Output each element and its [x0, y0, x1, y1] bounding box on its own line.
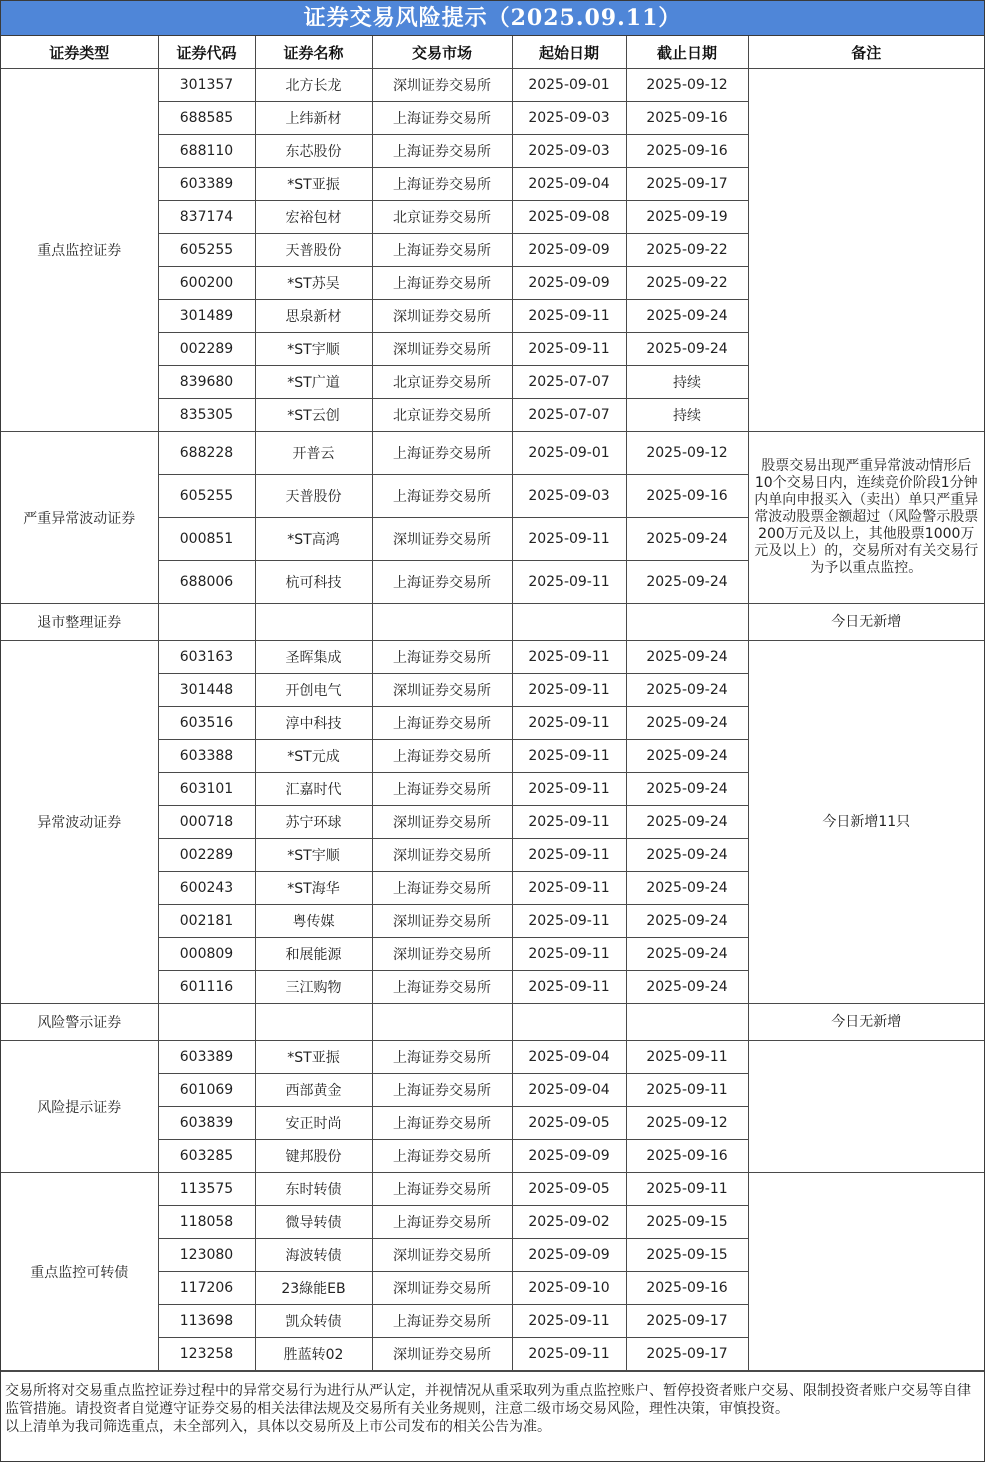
cell-market: 上海证券交易所 [372, 1107, 512, 1140]
cell-security-name: 宏裕包材 [255, 201, 372, 234]
cell-start-date: 2025-09-04 [512, 168, 626, 201]
header-market: 交易市场 [372, 36, 512, 69]
cell-security-code: 123080 [158, 1239, 255, 1272]
page-title: 证券交易风险提示（2025.09.11） [1, 1, 984, 36]
cell-security-name: 西部黄金 [255, 1074, 372, 1107]
cell-security-name: 海波转债 [255, 1239, 372, 1272]
cell-security-code: 603389 [158, 168, 255, 201]
cell-start-date: 2025-09-11 [512, 971, 626, 1004]
cell-start-date: 2025-09-11 [512, 806, 626, 839]
cell-end-date: 2025-09-12 [626, 69, 748, 102]
cell-end-date: 2025-09-17 [626, 1338, 748, 1371]
cell-security-code: 301357 [158, 69, 255, 102]
cell-remarks [748, 1041, 984, 1173]
cell-market: 上海证券交易所 [372, 773, 512, 806]
empty-cell [626, 604, 748, 641]
empty-cell [255, 1004, 372, 1041]
cell-security-name: 圣晖集成 [255, 641, 372, 674]
header-security-code: 证券代码 [158, 36, 255, 69]
cell-market: 上海证券交易所 [372, 1074, 512, 1107]
cell-security-code: 835305 [158, 399, 255, 432]
cell-security-code: 000809 [158, 938, 255, 971]
cell-start-date: 2025-09-11 [512, 839, 626, 872]
cell-market: 上海证券交易所 [372, 872, 512, 905]
cell-security-code: 113698 [158, 1305, 255, 1338]
cell-end-date: 2025-09-24 [626, 773, 748, 806]
cell-start-date: 2025-09-08 [512, 201, 626, 234]
cell-end-date: 2025-09-24 [626, 561, 748, 604]
empty-cell [512, 604, 626, 641]
cell-market: 深圳证券交易所 [372, 938, 512, 971]
cell-market: 上海证券交易所 [372, 1173, 512, 1206]
cell-security-name: 胜蓝转02 [255, 1338, 372, 1371]
cell-security-name: 北方长龙 [255, 69, 372, 102]
cell-security-code: 605255 [158, 475, 255, 518]
cell-market: 上海证券交易所 [372, 971, 512, 1004]
cell-start-date: 2025-09-09 [512, 234, 626, 267]
cell-market: 上海证券交易所 [372, 102, 512, 135]
table-row [1, 1041, 984, 1074]
cell-remarks: 股票交易出现严重异常波动情形后10个交易日内，连续竞价阶段1分钟内单向申报买入（卖出）单只严重异常波动股票金额超过（风险警示股票200万元及以上，其他股票1000万元及以上）的，交易所对有关交易行为予以重点监控。 [748, 432, 984, 604]
cell-remarks: 今日无新增 [748, 1004, 984, 1041]
cell-start-date: 2025-09-11 [512, 300, 626, 333]
cell-start-date: 2025-09-11 [512, 1338, 626, 1371]
cell-start-date: 2025-09-11 [512, 740, 626, 773]
cell-security-name: *ST宇顺 [255, 839, 372, 872]
cell-market: 深圳证券交易所 [372, 1239, 512, 1272]
cell-end-date: 2025-09-19 [626, 201, 748, 234]
cell-start-date: 2025-09-11 [512, 872, 626, 905]
cell-market: 深圳证券交易所 [372, 69, 512, 102]
cell-security-name: 苏宁环球 [255, 806, 372, 839]
cell-end-date: 2025-09-24 [626, 872, 748, 905]
cell-security-code: 837174 [158, 201, 255, 234]
cell-security-code: 301448 [158, 674, 255, 707]
table-header-row [1, 36, 984, 69]
cell-start-date: 2025-09-11 [512, 1305, 626, 1338]
cell-end-date: 2025-09-12 [626, 1107, 748, 1140]
cell-security-code: 002289 [158, 839, 255, 872]
cell-end-date: 2025-09-12 [626, 432, 748, 475]
cell-start-date: 2025-09-11 [512, 561, 626, 604]
cell-security-code: 688006 [158, 561, 255, 604]
cell-end-date: 2025-09-11 [626, 1173, 748, 1206]
cell-end-date: 2025-09-22 [626, 267, 748, 300]
cell-security-name: 上纬新材 [255, 102, 372, 135]
disclaimer-scope-text: 以上清单为我司筛选重点，未全部列入，具体以交易所及上市公司发布的相关公告为准。 [5, 1419, 551, 1435]
cell-start-date: 2025-07-07 [512, 366, 626, 399]
cell-security-name: 天普股份 [255, 234, 372, 267]
cell-end-date: 2025-09-24 [626, 333, 748, 366]
cell-security-name: 和展能源 [255, 938, 372, 971]
cell-end-date: 2025-09-15 [626, 1239, 748, 1272]
cell-security-name: *ST高鸿 [255, 518, 372, 561]
disclaimer-text: 交易所将对交易重点监控证券过程中的异常交易行为进行从严认定，并视情况从重采取列为重点监控账户、暂停投资者账户交易、限制投资者账户交易等自律监管措施。请投资者自觉遵守证券交易的相关法律法规及交易所有关业务规则，注意二级市场交易风险，理性决策，审慎投资。 [5, 1383, 971, 1417]
cell-market: 上海证券交易所 [372, 432, 512, 475]
cell-security-code: 002289 [158, 333, 255, 366]
header-start-date: 起始日期 [512, 36, 626, 69]
cell-end-date: 2025-09-24 [626, 971, 748, 1004]
cell-end-date: 2025-09-24 [626, 518, 748, 561]
cell-security-code: 601116 [158, 971, 255, 1004]
table-row [1, 432, 984, 475]
cell-start-date: 2025-09-11 [512, 773, 626, 806]
cell-start-date: 2025-09-03 [512, 135, 626, 168]
cell-market: 上海证券交易所 [372, 135, 512, 168]
cell-market: 深圳证券交易所 [372, 674, 512, 707]
cell-market: 上海证券交易所 [372, 707, 512, 740]
empty-cell [372, 604, 512, 641]
cell-start-date: 2025-09-09 [512, 1239, 626, 1272]
cell-security-name: *ST苏吴 [255, 267, 372, 300]
cell-security-name: 微导转债 [255, 1206, 372, 1239]
cell-start-date: 2025-09-03 [512, 475, 626, 518]
cell-end-date: 2025-09-24 [626, 839, 748, 872]
cell-start-date: 2025-07-07 [512, 399, 626, 432]
cell-security-name: 安正时尚 [255, 1107, 372, 1140]
cell-security-name: 东芯股份 [255, 135, 372, 168]
cell-end-date: 2025-09-17 [626, 1305, 748, 1338]
header-remarks: 备注 [748, 36, 984, 69]
empty-cell [626, 1004, 748, 1041]
cell-security-code: 123258 [158, 1338, 255, 1371]
cell-security-name: 思泉新材 [255, 300, 372, 333]
cell-market: 深圳证券交易所 [372, 806, 512, 839]
cell-security-code: 603516 [158, 707, 255, 740]
cell-end-date: 2025-09-11 [626, 1074, 748, 1107]
cell-security-code: 688585 [158, 102, 255, 135]
cell-market: 深圳证券交易所 [372, 333, 512, 366]
table-row [1, 1173, 984, 1206]
cell-security-name: 杭可科技 [255, 561, 372, 604]
cell-end-date: 2025-09-24 [626, 806, 748, 839]
cell-security-name: 淳中科技 [255, 707, 372, 740]
cell-end-date: 2025-09-16 [626, 1140, 748, 1173]
cell-security-code: 002181 [158, 905, 255, 938]
cell-security-name: 汇嘉时代 [255, 773, 372, 806]
cell-end-date: 2025-09-11 [626, 1041, 748, 1074]
cell-security-name: 凯众转债 [255, 1305, 372, 1338]
cell-remarks [748, 1173, 984, 1371]
cell-end-date: 2025-09-17 [626, 168, 748, 201]
cell-security-name: 开创电气 [255, 674, 372, 707]
cell-market: 上海证券交易所 [372, 1206, 512, 1239]
cell-start-date: 2025-09-03 [512, 102, 626, 135]
cell-market: 上海证券交易所 [372, 475, 512, 518]
cell-security-code: 605255 [158, 234, 255, 267]
cell-market: 深圳证券交易所 [372, 1272, 512, 1305]
table-row [1, 604, 984, 641]
cell-end-date: 2025-09-16 [626, 102, 748, 135]
cell-start-date: 2025-09-02 [512, 1206, 626, 1239]
cell-security-code: 113575 [158, 1173, 255, 1206]
empty-cell [512, 1004, 626, 1041]
cell-security-code: 603163 [158, 641, 255, 674]
cell-end-date: 2025-09-24 [626, 707, 748, 740]
cell-end-date: 2025-09-16 [626, 1272, 748, 1305]
cell-market: 上海证券交易所 [372, 1305, 512, 1338]
cell-market: 北京证券交易所 [372, 399, 512, 432]
cell-security-code: 603839 [158, 1107, 255, 1140]
disclaimer-footer [1, 1371, 984, 1436]
cell-market: 上海证券交易所 [372, 168, 512, 201]
cell-start-date: 2025-09-11 [512, 518, 626, 561]
cell-start-date: 2025-09-09 [512, 1140, 626, 1173]
cell-security-code: 118058 [158, 1206, 255, 1239]
cell-security-code: 603101 [158, 773, 255, 806]
cell-end-date: 2025-09-24 [626, 674, 748, 707]
cell-security-name: 东时转债 [255, 1173, 372, 1206]
cell-security-type: 风险提示证券 [1, 1041, 158, 1173]
cell-end-date: 2025-09-24 [626, 641, 748, 674]
cell-security-name: 天普股份 [255, 475, 372, 518]
cell-remarks: 今日新增11只 [748, 641, 984, 1004]
cell-security-type: 重点监控可转债 [1, 1173, 158, 1371]
cell-start-date: 2025-09-05 [512, 1173, 626, 1206]
cell-start-date: 2025-09-10 [512, 1272, 626, 1305]
empty-cell [255, 604, 372, 641]
cell-start-date: 2025-09-04 [512, 1074, 626, 1107]
cell-market: 上海证券交易所 [372, 740, 512, 773]
cell-start-date: 2025-09-11 [512, 707, 626, 740]
cell-start-date: 2025-09-11 [512, 905, 626, 938]
cell-security-code: 600200 [158, 267, 255, 300]
empty-cell [158, 604, 255, 641]
cell-security-type: 退市整理证券 [1, 604, 158, 641]
empty-cell [158, 1004, 255, 1041]
cell-end-date: 2025-09-22 [626, 234, 748, 267]
cell-security-code: 603388 [158, 740, 255, 773]
table-row [1, 69, 984, 102]
cell-security-type: 风险警示证券 [1, 1004, 158, 1041]
cell-security-name: *ST云创 [255, 399, 372, 432]
cell-start-date: 2025-09-11 [512, 641, 626, 674]
cell-market: 上海证券交易所 [372, 267, 512, 300]
cell-end-date: 2025-09-24 [626, 938, 748, 971]
cell-end-date: 持续 [626, 399, 748, 432]
cell-security-code: 600243 [158, 872, 255, 905]
risk-table [1, 36, 984, 1371]
cell-security-name: 23綠能EB [255, 1272, 372, 1305]
cell-security-name: *ST宇顺 [255, 333, 372, 366]
cell-end-date: 2025-09-24 [626, 905, 748, 938]
cell-market: 北京证券交易所 [372, 366, 512, 399]
cell-security-name: *ST海华 [255, 872, 372, 905]
cell-start-date: 2025-09-11 [512, 938, 626, 971]
cell-remarks [748, 69, 984, 432]
cell-remarks: 今日无新增 [748, 604, 984, 641]
cell-start-date: 2025-09-01 [512, 69, 626, 102]
table-body [1, 69, 984, 1371]
cell-security-name: 三江购物 [255, 971, 372, 1004]
cell-market: 北京证券交易所 [372, 201, 512, 234]
cell-market: 上海证券交易所 [372, 641, 512, 674]
cell-end-date: 2025-09-16 [626, 135, 748, 168]
cell-security-name: 开普云 [255, 432, 372, 475]
cell-security-name: *ST元成 [255, 740, 372, 773]
cell-end-date: 2025-09-16 [626, 475, 748, 518]
header-end-date: 截止日期 [626, 36, 748, 69]
cell-security-name: 粤传媒 [255, 905, 372, 938]
cell-start-date: 2025-09-11 [512, 674, 626, 707]
cell-security-code: 117206 [158, 1272, 255, 1305]
cell-security-code: 688228 [158, 432, 255, 475]
cell-security-name: 键邦股份 [255, 1140, 372, 1173]
cell-market: 深圳证券交易所 [372, 518, 512, 561]
header-security-type: 证券类型 [1, 36, 158, 69]
cell-start-date: 2025-09-05 [512, 1107, 626, 1140]
cell-start-date: 2025-09-11 [512, 333, 626, 366]
cell-end-date: 2025-09-24 [626, 300, 748, 333]
empty-cell [372, 1004, 512, 1041]
cell-security-code: 000718 [158, 806, 255, 839]
cell-start-date: 2025-09-04 [512, 1041, 626, 1074]
cell-security-name: *ST广道 [255, 366, 372, 399]
cell-security-type: 重点监控证券 [1, 69, 158, 432]
cell-start-date: 2025-09-01 [512, 432, 626, 475]
cell-end-date: 持续 [626, 366, 748, 399]
cell-security-type: 严重异常波动证券 [1, 432, 158, 604]
cell-market: 深圳证券交易所 [372, 1338, 512, 1371]
cell-security-code: 688110 [158, 135, 255, 168]
cell-end-date: 2025-09-24 [626, 740, 748, 773]
cell-market: 上海证券交易所 [372, 1140, 512, 1173]
cell-end-date: 2025-09-15 [626, 1206, 748, 1239]
header-security-name: 证券名称 [255, 36, 372, 69]
cell-security-type: 异常波动证券 [1, 641, 158, 1004]
cell-market: 上海证券交易所 [372, 561, 512, 604]
table-row [1, 641, 984, 674]
cell-security-code: 000851 [158, 518, 255, 561]
cell-market: 深圳证券交易所 [372, 839, 512, 872]
cell-security-name: *ST亚振 [255, 168, 372, 201]
cell-market: 深圳证券交易所 [372, 300, 512, 333]
cell-market: 深圳证券交易所 [372, 905, 512, 938]
cell-security-code: 601069 [158, 1074, 255, 1107]
cell-security-code: 301489 [158, 300, 255, 333]
cell-security-code: 603285 [158, 1140, 255, 1173]
cell-security-code: 839680 [158, 366, 255, 399]
cell-security-name: *ST亚振 [255, 1041, 372, 1074]
cell-start-date: 2025-09-09 [512, 267, 626, 300]
table-row [1, 1004, 984, 1041]
cell-security-code: 603389 [158, 1041, 255, 1074]
cell-market: 上海证券交易所 [372, 1041, 512, 1074]
cell-market: 上海证券交易所 [372, 234, 512, 267]
